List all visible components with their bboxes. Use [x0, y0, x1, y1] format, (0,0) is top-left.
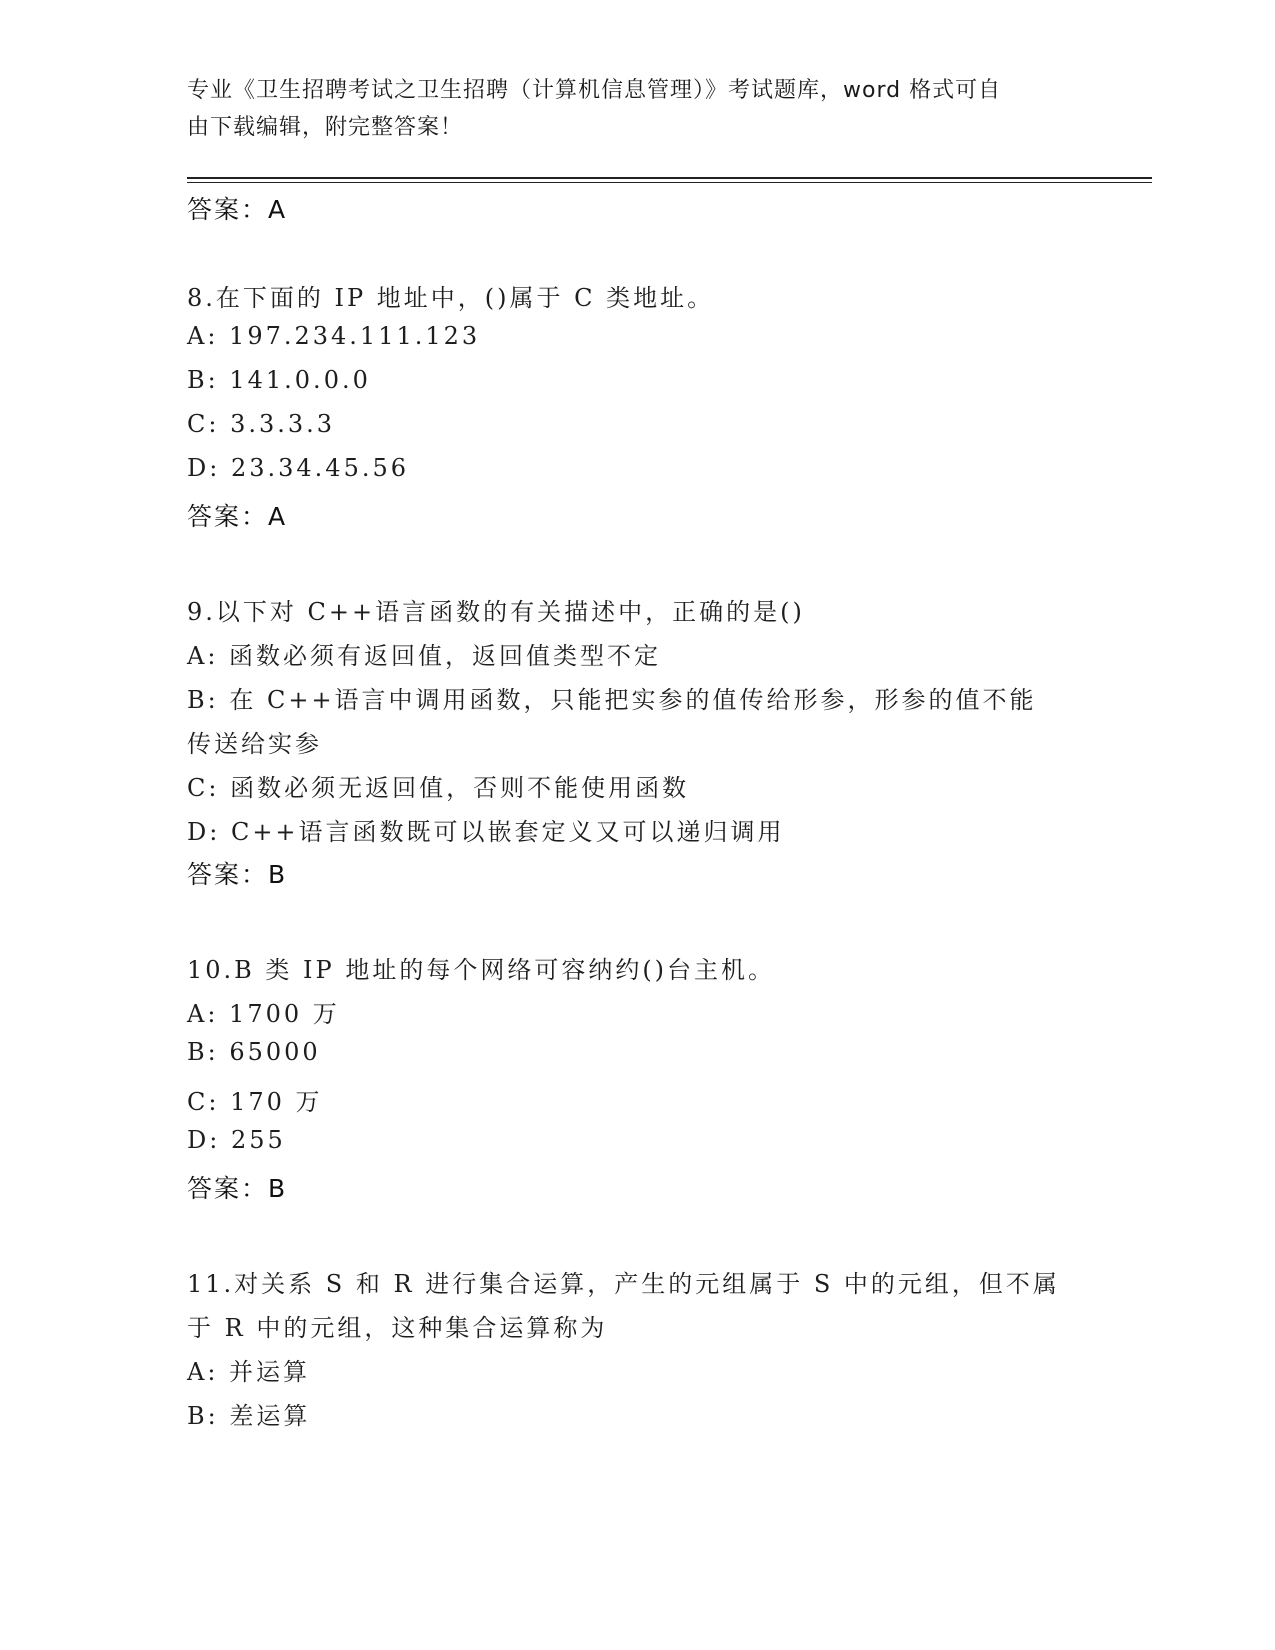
question-8-answer: 答案：A: [187, 502, 288, 531]
question-10-answer: 答案：B: [187, 1174, 288, 1203]
question-10-option-d: D: 255: [187, 1126, 286, 1154]
question-9-option-d: D: C++语言函数既可以嵌套定义又可以递归调用: [187, 818, 785, 846]
question-9-option-b: B: 在 C++语言中调用函数，只能把实参的值传给形参，形参的值不能: [187, 686, 1037, 714]
question-10-option-c: C: 170 万: [187, 1088, 323, 1116]
question-11-option-a: A: 并运算: [187, 1358, 311, 1386]
header-rule-thin: [187, 182, 1152, 183]
question-11-text-line-2: 于 R 中的元组，这种集合运算称为: [187, 1314, 608, 1342]
document-header: [187, 72, 1067, 146]
header-rule-thick: [187, 177, 1152, 179]
answer-previous: 答案：A: [187, 195, 288, 224]
question-8-option-a: A: 197.234.111.123: [187, 322, 481, 350]
header-line-2: 由下载编辑，附完整答案！: [187, 115, 464, 140]
question-10-option-a: A: 1700 万: [187, 1000, 340, 1028]
question-8-option-b: B: 141.0.0.0: [187, 366, 371, 394]
question-9-text: 9.以下对 C++语言函数的有关描述中，正确的是(): [187, 598, 805, 626]
question-9-answer: 答案：B: [187, 860, 288, 889]
question-9-option-c: C: 函数必须无返回值，否则不能使用函数: [187, 774, 690, 802]
question-9-option-a: A: 函数必须有返回值，返回值类型不定: [187, 642, 662, 670]
question-10-text: 10.B 类 IP 地址的每个网络可容纳约()台主机。: [187, 956, 776, 984]
question-8-option-c: C: 3.3.3.3: [187, 410, 336, 438]
question-11-option-b: B: 差运算: [187, 1402, 311, 1430]
header-line-1: 专业《卫生招聘考试之卫生招聘（计算机信息管理）》考试题库，word 格式可自: [187, 78, 1002, 103]
question-11-text-line-1: 11.对关系 S 和 R 进行集合运算，产生的元组属于 S 中的元组，但不属: [187, 1270, 1060, 1298]
question-10-option-b: B: 65000: [187, 1038, 321, 1066]
question-8-option-d: D: 23.34.45.56: [187, 454, 409, 482]
question-8-text: 8.在下面的 IP 地址中，()属于 C 类地址。: [187, 284, 715, 312]
question-9-option-b-cont: 传送给实参: [187, 730, 322, 758]
